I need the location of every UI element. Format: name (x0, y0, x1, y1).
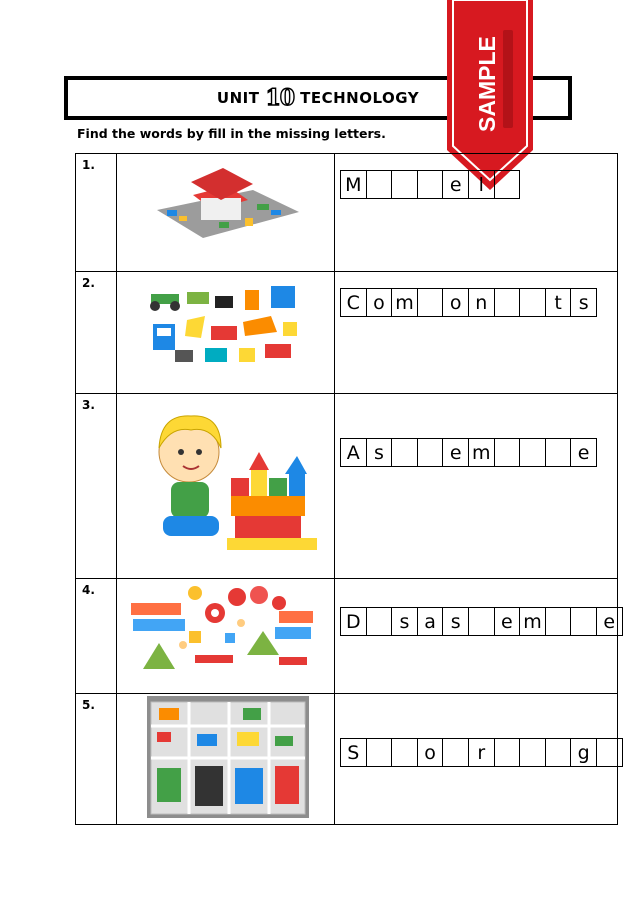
letter-box[interactable]: s (367, 439, 393, 466)
letter-box[interactable]: m (520, 608, 546, 635)
letter-box[interactable] (367, 739, 393, 766)
answer-cell (335, 579, 618, 694)
row-number: 4. (76, 579, 117, 694)
row-number: 5. (76, 694, 117, 825)
letter-box[interactable] (546, 439, 572, 466)
letter-boxes (340, 288, 597, 317)
letter-box[interactable]: D (341, 608, 367, 635)
letter-box[interactable]: s (392, 608, 418, 635)
letter-box[interactable]: o (418, 739, 444, 766)
letter-box[interactable] (418, 439, 444, 466)
table-row (76, 154, 618, 272)
letter-box[interactable] (520, 439, 546, 466)
letter-box[interactable]: a (418, 608, 444, 635)
picture-cell (117, 394, 335, 579)
letter-box[interactable] (520, 739, 546, 766)
picture-cell (117, 154, 335, 272)
letter-box[interactable]: m (392, 289, 418, 316)
picture-cell (117, 272, 335, 394)
unit-topic: TECHNOLOGY (300, 89, 420, 107)
letter-box[interactable] (367, 171, 393, 198)
row-number: 3. (76, 394, 117, 579)
answer-cell (335, 394, 618, 579)
letter-box[interactable] (597, 739, 623, 766)
letter-box[interactable]: n (469, 289, 495, 316)
row-number: 2. (76, 272, 117, 394)
letter-boxes (340, 607, 623, 636)
letter-box[interactable]: m (469, 439, 495, 466)
lego-house-image (153, 160, 303, 240)
letter-box[interactable]: M (341, 171, 367, 198)
letter-box[interactable] (546, 739, 572, 766)
letter-box[interactable]: A (341, 439, 367, 466)
picture-cell (117, 579, 335, 694)
letter-box[interactable]: e (443, 171, 469, 198)
letter-box[interactable] (392, 439, 418, 466)
letter-boxes (340, 738, 623, 767)
unit-word: UNIT (216, 89, 260, 107)
sample-text: SAMPLE (474, 36, 500, 132)
letter-box[interactable] (495, 439, 521, 466)
unit-title (217, 85, 419, 111)
table-row (76, 579, 618, 694)
letter-box[interactable]: e (495, 608, 521, 635)
letter-box[interactable]: s (443, 608, 469, 635)
letter-box[interactable]: t (546, 289, 572, 316)
letter-box[interactable] (495, 739, 521, 766)
table-row (76, 272, 618, 394)
letter-box[interactable]: C (341, 289, 367, 316)
letter-box[interactable]: e (443, 439, 469, 466)
wooden-parts-image (129, 583, 315, 679)
letter-box[interactable]: S (341, 739, 367, 766)
lego-storage-box-image (147, 696, 309, 818)
letter-box[interactable] (520, 289, 546, 316)
letter-box[interactable]: s (571, 289, 597, 316)
letter-box[interactable] (571, 608, 597, 635)
picture-cell (117, 694, 335, 825)
letter-box[interactable] (443, 739, 469, 766)
letter-box[interactable]: e (597, 608, 623, 635)
table-row (76, 394, 618, 579)
letter-box[interactable]: e (571, 439, 597, 466)
letter-box[interactable] (392, 171, 418, 198)
unit-number: 10 (265, 85, 295, 111)
letter-box[interactable] (392, 739, 418, 766)
boy-building-blocks-image (141, 408, 321, 558)
worksheet-table (75, 153, 618, 825)
letter-box[interactable] (469, 608, 495, 635)
letter-box[interactable]: l (469, 171, 495, 198)
letter-boxes (340, 170, 520, 199)
letter-box[interactable] (495, 289, 521, 316)
table-row (76, 694, 618, 825)
letter-box[interactable]: r (469, 739, 495, 766)
letter-box[interactable] (495, 171, 521, 198)
letter-box[interactable] (546, 608, 572, 635)
row-number: 1. (76, 154, 117, 272)
letter-boxes (340, 438, 597, 467)
instructions: Find the words by fill in the missing letters. (77, 126, 386, 141)
answer-cell (335, 272, 618, 394)
letter-box[interactable] (418, 171, 444, 198)
answer-cell (335, 154, 618, 272)
letter-box[interactable]: g (571, 739, 597, 766)
letter-box[interactable] (418, 289, 444, 316)
letter-box[interactable]: o (367, 289, 393, 316)
letter-box[interactable] (367, 608, 393, 635)
lego-components-image (145, 286, 305, 370)
answer-cell (335, 694, 618, 825)
letter-box[interactable]: o (443, 289, 469, 316)
